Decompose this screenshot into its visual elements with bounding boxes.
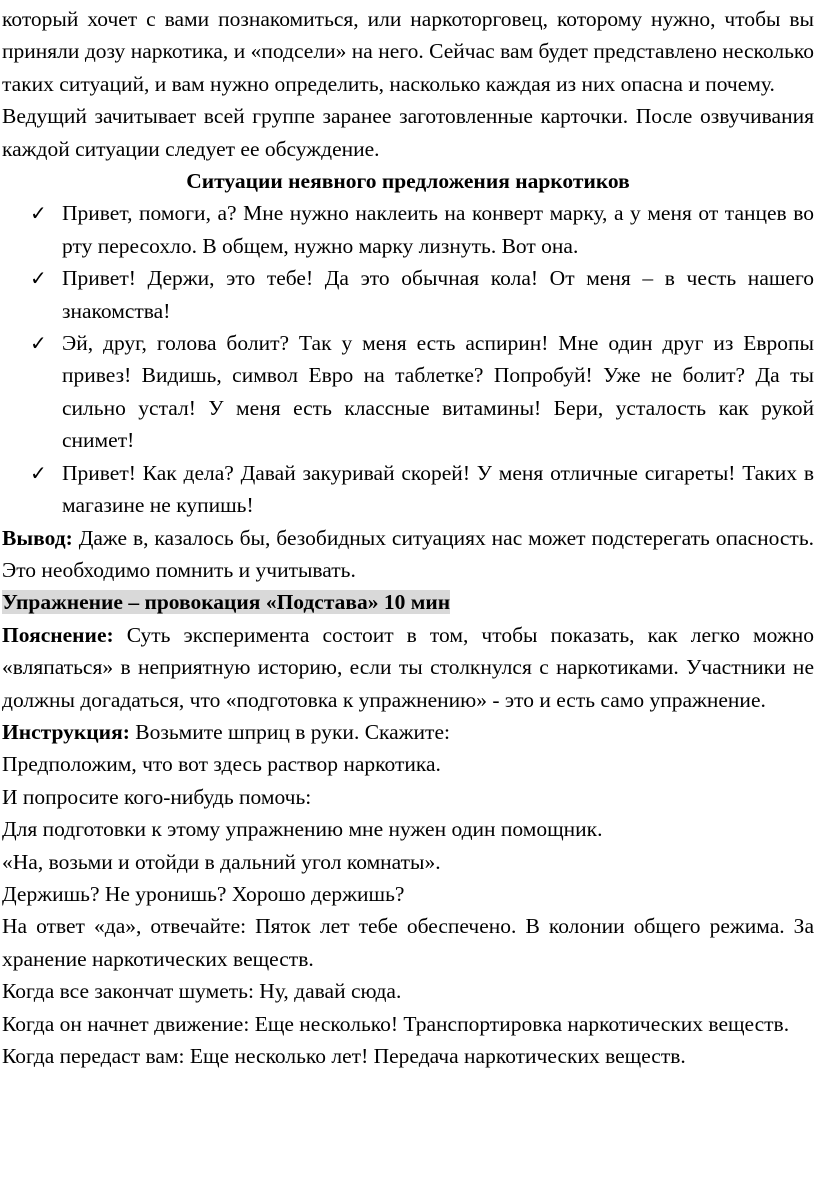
explanation-text: Суть эксперимента состоит в том, чтобы показать, как легко можно «вляпаться» в неприятную историю, если ты столкнулся с наркотиками. Участники не должны догадаться, что «подготовка к упражнению» - это и есть само упражнение. bbox=[2, 622, 814, 712]
instruction-label: Инструкция: bbox=[2, 719, 130, 744]
exercise-heading-line bbox=[2, 586, 814, 618]
script-line: На ответ «да», отвечайте: Пяток лет тебе обеспечено. В колонии общего режима. За хранение наркотических веществ. bbox=[2, 914, 814, 971]
explanation-paragraph bbox=[2, 619, 814, 716]
situation-text: Привет! Как дела? Давай закуривай скорей! У меня отличные сигареты! Таких в магазине не купишь! bbox=[62, 460, 814, 518]
script-line: Когда передаст вам: Еще несколько лет! Передача наркотических веществ. bbox=[2, 1044, 686, 1068]
script-line: Предположим, что вот здесь раствор наркотика. bbox=[2, 752, 441, 777]
script-line: Когда все закончат шуметь: Ну, давай сюда. bbox=[2, 979, 402, 1004]
list-item bbox=[2, 327, 814, 457]
conclusion-label: Вывод: bbox=[2, 525, 73, 550]
exercise-heading: Упражнение – провокация «Подстава» 10 мин bbox=[2, 590, 451, 615]
check-mark-icon: ✓ bbox=[30, 331, 47, 356]
situation-text: Привет! Держи, это тебе! Да это обычная кола! От меня – в честь нашего знакомства! bbox=[62, 266, 814, 323]
situation-text: Эй, друг, голова болит? Так у меня есть аспирин! Мне один друг из Европы привез! Видишь, символ Евро на таблетке? Попробуй! Уже не болит? Да ты сильно устал! У меня есть классные витамины! Бери, усталость как рукой снимет! bbox=[62, 331, 814, 453]
check-mark-icon: ✓ bbox=[30, 266, 47, 291]
script-line: «На, возьми и отойди в дальний угол комнаты». bbox=[2, 849, 441, 874]
script-line: Для подготовки к этому упражнению мне нужен один помощник. bbox=[2, 817, 603, 842]
explanation-label: Пояснение: bbox=[2, 622, 114, 647]
situations-list bbox=[2, 197, 814, 521]
instruction-paragraph bbox=[2, 716, 814, 748]
intro-paragraph: который хочет с вами познакомиться, или наркоторговец, которому нужно, чтобы вы приняли дозу наркотика, и «подсели» на него. Сейчас вам будет представлено несколько таких ситуаций, и вам нужно определить, насколько каждая из них опасна и почему. bbox=[2, 7, 814, 96]
instruction-text: Возьмите шприц в руки. Скажите: bbox=[129, 719, 450, 744]
host-reads-paragraph: Ведущий зачитывает всей группе заранее заготовленные карточки. После озвучивания каждой ситуации следует ее обсуждение. bbox=[2, 104, 814, 161]
situations-heading: Ситуации неявного предложения наркотиков bbox=[186, 169, 630, 194]
check-mark-icon: ✓ bbox=[30, 460, 47, 485]
conclusion-paragraph bbox=[2, 522, 814, 587]
list-item bbox=[2, 197, 814, 262]
situation-text: Привет, помоги, а? Мне нужно наклеить на конверт марку, а у меня от танцев во рту пересохло. В общем, нужно марку лизнуть. Вот она. bbox=[62, 201, 814, 258]
list-item bbox=[2, 457, 814, 522]
conclusion-text: Даже в, казалось бы, безобидных ситуациях нас может подстерегать опасность. Это необходимо помнить и учитывать. bbox=[2, 525, 814, 582]
script-line: И попросите кого-нибудь помочь: bbox=[2, 784, 312, 809]
script-line: Держишь? Не уронишь? Хорошо держишь? bbox=[2, 881, 405, 906]
check-mark-icon: ✓ bbox=[30, 201, 47, 226]
script-line: Когда он начнет движение: Еще несколько! Транспортировка наркотических веществ. bbox=[2, 1011, 790, 1036]
list-item bbox=[2, 262, 814, 327]
